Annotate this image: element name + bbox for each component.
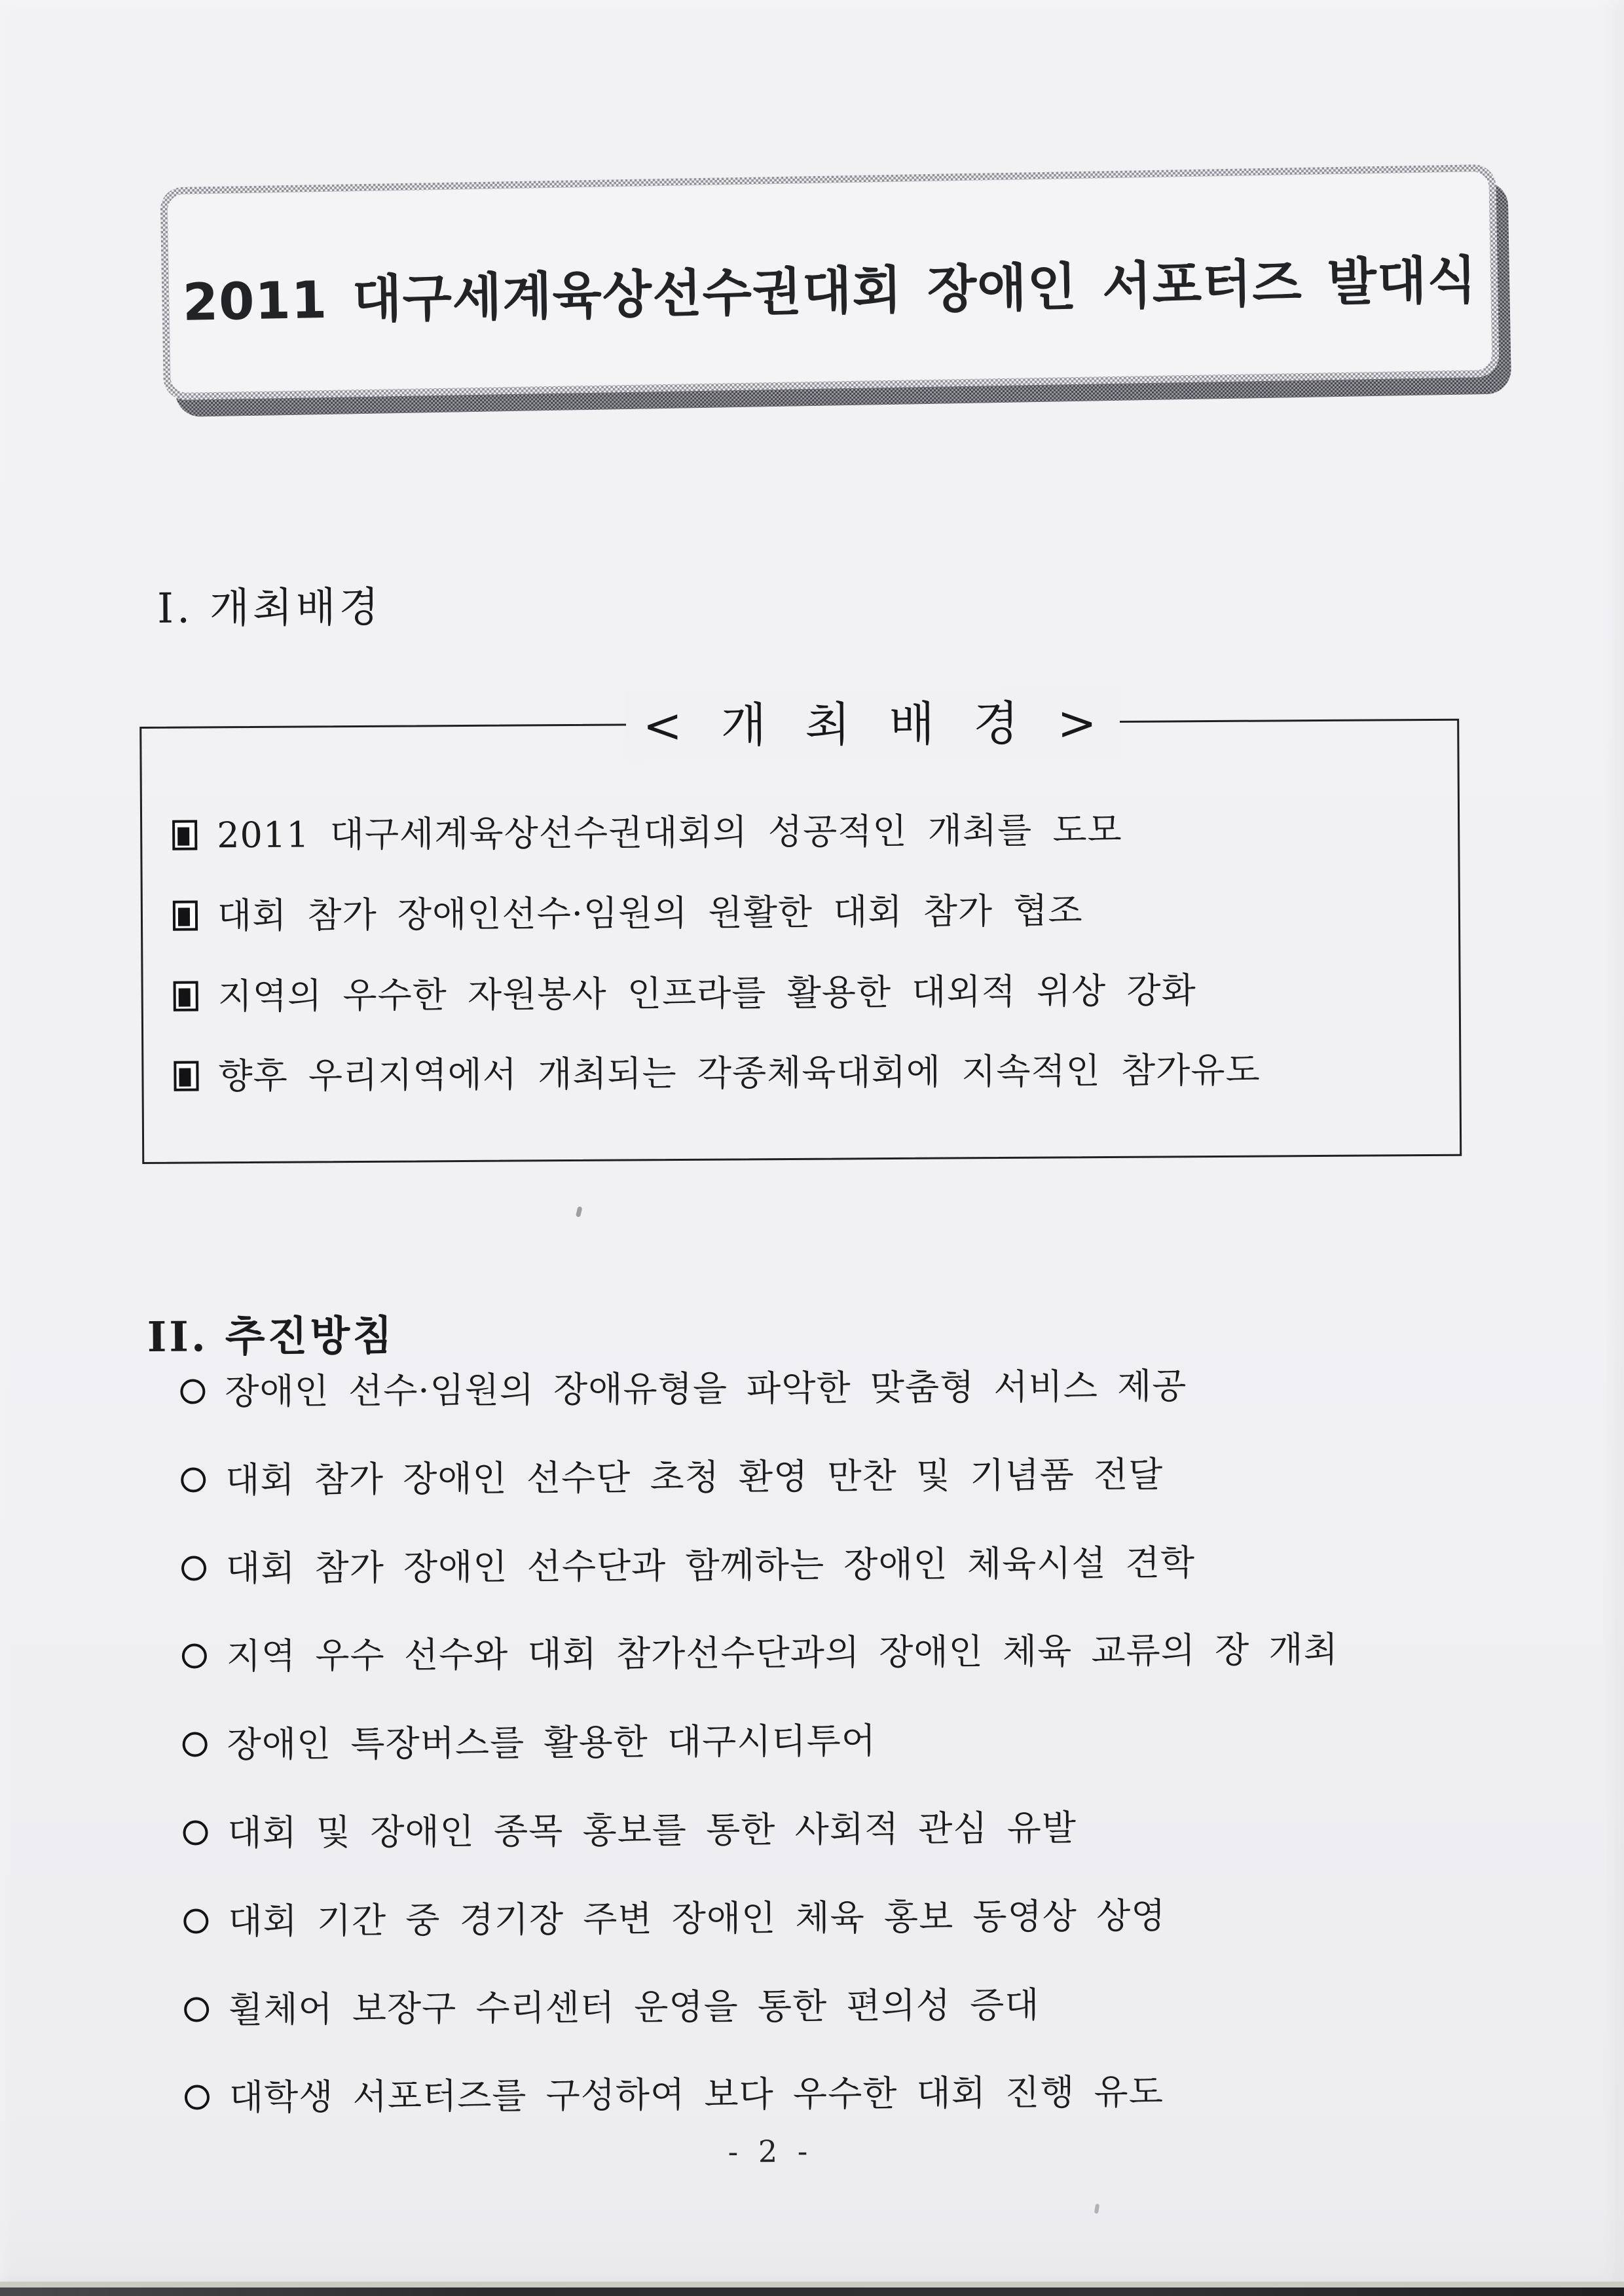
scanner-edge-light <box>0 2282 1624 2287</box>
scanner-edge-dark <box>0 2287 1624 2296</box>
background-box-title: < 개 최 배 경 > <box>625 689 1120 760</box>
list-item-text: 장애인 선수·임원의 장애유형을 파악한 맞춤형 서비스 제공 <box>225 1365 1187 1413</box>
banner-border <box>160 164 1499 401</box>
square-bullet-icon <box>172 820 197 850</box>
list-item-text: 대학생 서포터즈를 구성하여 보다 우수한 대회 진행 유도 <box>229 2071 1164 2119</box>
list-item-text: 대회 참가 장애인 선수단 초청 환영 만찬 및 기념품 전달 <box>225 1453 1164 1501</box>
list-item-text: 대회 및 장애인 종목 홍보를 통한 사회적 관심 유발 <box>227 1807 1077 1854</box>
list-item <box>143 1363 1532 1414</box>
list-item-text: 대회 참가 장애인선수·임원의 원활한 대회 참가 협조 <box>217 890 1083 937</box>
title-banner <box>160 164 1499 401</box>
list-item-text: 지역의 우수한 자원봉사 인프라를 활용한 대외적 위상 강화 <box>217 969 1196 1017</box>
list-item <box>145 1628 1534 1679</box>
circle-bullet-icon <box>185 2085 210 2110</box>
circle-bullet-icon <box>183 1732 208 1757</box>
square-bullet-icon <box>174 981 198 1011</box>
scan-speck <box>576 1206 583 1217</box>
list-item-text: 휠체어 보장구 수리센터 운영을 통한 편의성 증대 <box>228 1984 1040 2030</box>
page-number: - 2 - <box>728 2133 813 2170</box>
circle-bullet-icon <box>182 1644 207 1669</box>
circle-bullet-icon <box>184 1997 209 2022</box>
square-bullet-icon <box>173 900 198 930</box>
list-item <box>148 2069 1536 2120</box>
list-item-text: 향후 우리지역에서 개최되는 각종체육대회에 지속적인 참가유도 <box>218 1049 1261 1097</box>
list-item <box>174 968 1433 1019</box>
background-box <box>139 695 1462 1164</box>
list-item <box>147 1893 1535 1944</box>
circle-bullet-icon <box>181 1467 206 1492</box>
circle-bullet-icon <box>183 1908 208 1933</box>
list-item <box>145 1540 1533 1591</box>
list-item <box>144 1451 1532 1503</box>
list-item-text: 대회 참가 장애인 선수단과 함께하는 장애인 체육시설 견학 <box>225 1541 1196 1589</box>
list-item <box>146 1716 1534 1767</box>
circle-bullet-icon <box>180 1379 205 1404</box>
circle-bullet-icon <box>181 1556 206 1580</box>
banner-inner <box>168 172 1492 393</box>
list-item-text: 대회 기간 중 경기장 주변 장애인 체육 홍보 동영상 상영 <box>228 1895 1166 1942</box>
list-item-text: 2011 대구세계육상선수권대회의 성공적인 개최를 도모 <box>217 809 1122 856</box>
list-item-text: 지역 우수 선수와 대회 참가선수단과의 장애인 체육 교류의 장 개최 <box>226 1629 1338 1677</box>
circle-bullet-icon <box>183 1820 208 1845</box>
list-item <box>174 1048 1433 1099</box>
scan-speck <box>1094 2204 1099 2214</box>
section-2-heading: II. 추진방침 <box>147 1311 396 1361</box>
list-item-text: 장애인 특장버스를 활용한 대구시티투어 <box>227 1720 877 1766</box>
background-item-list <box>141 721 1459 1099</box>
policy-item-list <box>143 1363 1536 2166</box>
square-bullet-icon <box>174 1061 198 1091</box>
document-title: 2011 대구세계육상선수권대회 장애인 서포터즈 발대식 <box>182 250 1478 333</box>
list-item <box>146 1804 1534 1855</box>
section-1-heading: I. 개최배경 <box>157 583 382 632</box>
list-item <box>147 1981 1536 2032</box>
list-item <box>173 888 1432 938</box>
list-item <box>172 807 1431 858</box>
